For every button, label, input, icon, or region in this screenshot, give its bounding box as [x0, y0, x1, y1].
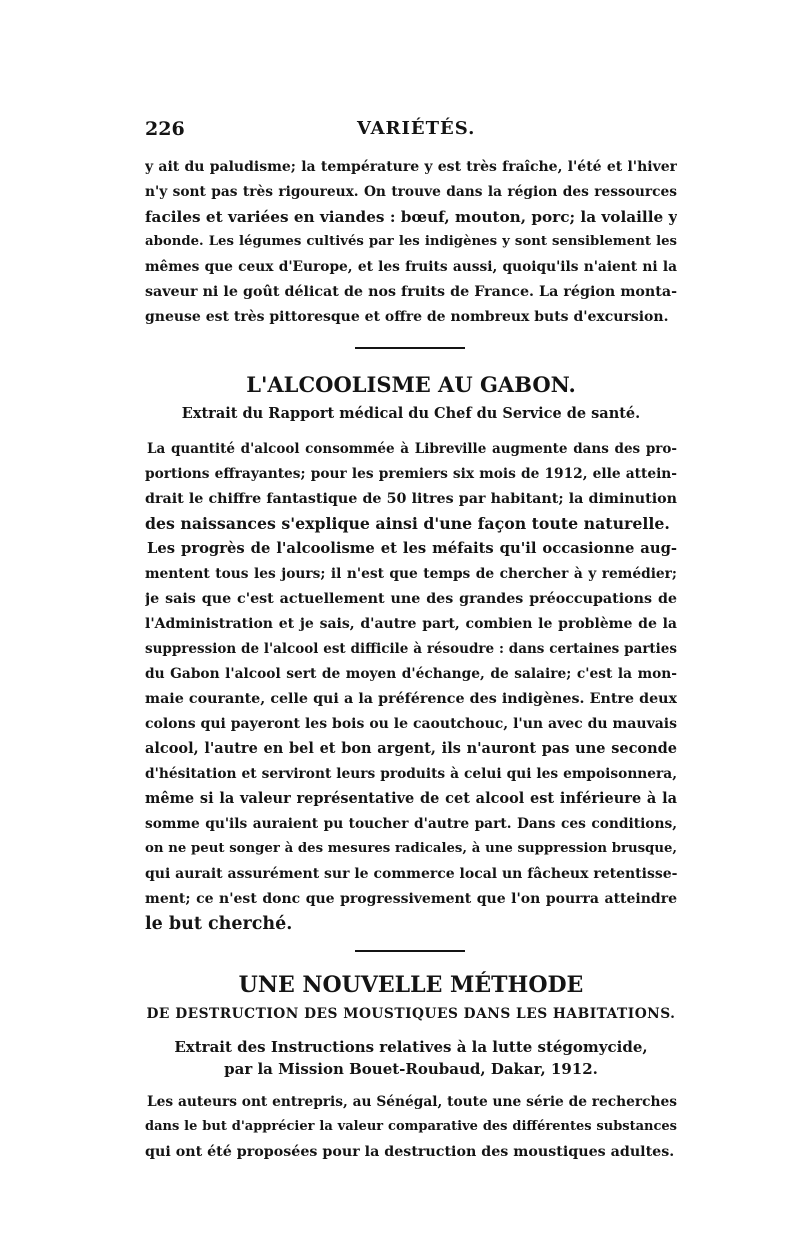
text-line: portions effrayantes; pour les premiers six mois de 1912, elle attein-	[145, 466, 677, 482]
text-line: qui ont été proposées pour la destruction des moustiques adultes.	[145, 1144, 675, 1160]
text-line: du Gabon l'alcool sert de moyen d'échange, de salaire; c'est la mon-	[145, 666, 677, 682]
text-line: suppression de l'alcool est difficile à résoudre : dans certaines parties	[145, 641, 677, 657]
text-line: mêmes que ceux d'Europe, et les fruits aussi, quoiqu'ils n'aient ni la	[145, 259, 677, 275]
text-line: drait le chiffre fantastique de 50 litres par habitant; la diminution	[145, 491, 677, 507]
page-number: 226	[145, 118, 185, 140]
section-title-alcoolisme: L'ALCOOLISME AU GABON.	[246, 372, 576, 397]
text-line: La quantité d'alcool consommée à Libreville augmente dans des pro-	[147, 441, 677, 457]
text-line: l'Administration et je sais, d'autre part, combien le problème de la	[145, 616, 677, 632]
text-line: Les auteurs ont entrepris, au Sénégal, toute une série de recherches	[147, 1094, 677, 1110]
text-line: faciles et variées en viandes : bœuf, mouton, porc; la volaille y	[145, 208, 677, 226]
text-line: je sais que c'est actuellement une des grandes préoccupations de	[145, 591, 677, 607]
source-line-1: Extrait des Instructions relatives à la lutte stégomycide,	[174, 1038, 648, 1056]
section-title-nouvelle-methode: UNE NOUVELLE MÉTHODE	[238, 972, 584, 998]
text-line: des naissances s'explique ainsi d'une façon toute naturelle.	[145, 514, 670, 533]
text-line: qui aurait assurément sur le commerce local un fâcheux retentisse-	[145, 866, 677, 882]
section-divider	[355, 950, 465, 952]
text-line: y ait du paludisme; la température y est très fraîche, l'été et l'hiver	[145, 159, 677, 175]
section-title-line2: DE DESTRUCTION DES MOUSTIQUES DANS LES HABITATIONS.	[146, 1006, 676, 1022]
text-line: ment; ce n'est donc que progressivement que l'on pourra atteindre	[145, 891, 677, 907]
text-line: colons qui payeront les bois ou le caoutchouc, l'un avec du mauvais	[145, 716, 677, 732]
text-line: mentent tous les jours; il n'est que temps de chercher à y remédier;	[145, 566, 677, 582]
text-line: Les progrès de l'alcoolisme et les méfaits qu'il occasionne aug-	[147, 540, 677, 557]
section-divider	[355, 347, 465, 349]
text-line: même si la valeur représentative de cet alcool est inférieure à la	[145, 790, 677, 807]
text-line: d'hésitation et serviront leurs produits à celui qui les empoisonnera,	[145, 766, 677, 782]
section-subtitle: Extrait du Rapport médical du Chef du Service de santé.	[181, 405, 641, 422]
text-line: saveur ni le goût délicat de nos fruits de France. La région monta-	[145, 284, 677, 300]
text-line: n'y sont pas très rigoureux. On trouve dans la région des ressources	[145, 184, 677, 200]
running-head: VARIÉTÉS.	[357, 118, 476, 139]
page-header	[145, 118, 677, 148]
text-line: le but cherché.	[145, 914, 293, 934]
text-line: somme qu'ils auraient pu toucher d'autre part. Dans ces conditions,	[145, 816, 677, 832]
text-line: gneuse est très pittoresque et offre de nombreux buts d'excursion.	[145, 309, 669, 325]
text-line: dans le but d'apprécier la valeur comparative des différentes substances	[145, 1119, 677, 1134]
text-line: on ne peut songer à des mesures radicales, à une suppression brusque,	[145, 841, 677, 856]
source-line-2: par la Mission Bouet-Roubaud, Dakar, 1912.	[224, 1060, 598, 1078]
text-line: maie courante, celle qui a la préférence des indigènes. Entre deux	[145, 691, 677, 707]
text-line: alcool, l'autre en bel et bon argent, ils n'auront pas une seconde	[145, 740, 677, 757]
text-line: abonde. Les légumes cultivés par les indigènes y sont sensiblement les	[145, 234, 677, 249]
